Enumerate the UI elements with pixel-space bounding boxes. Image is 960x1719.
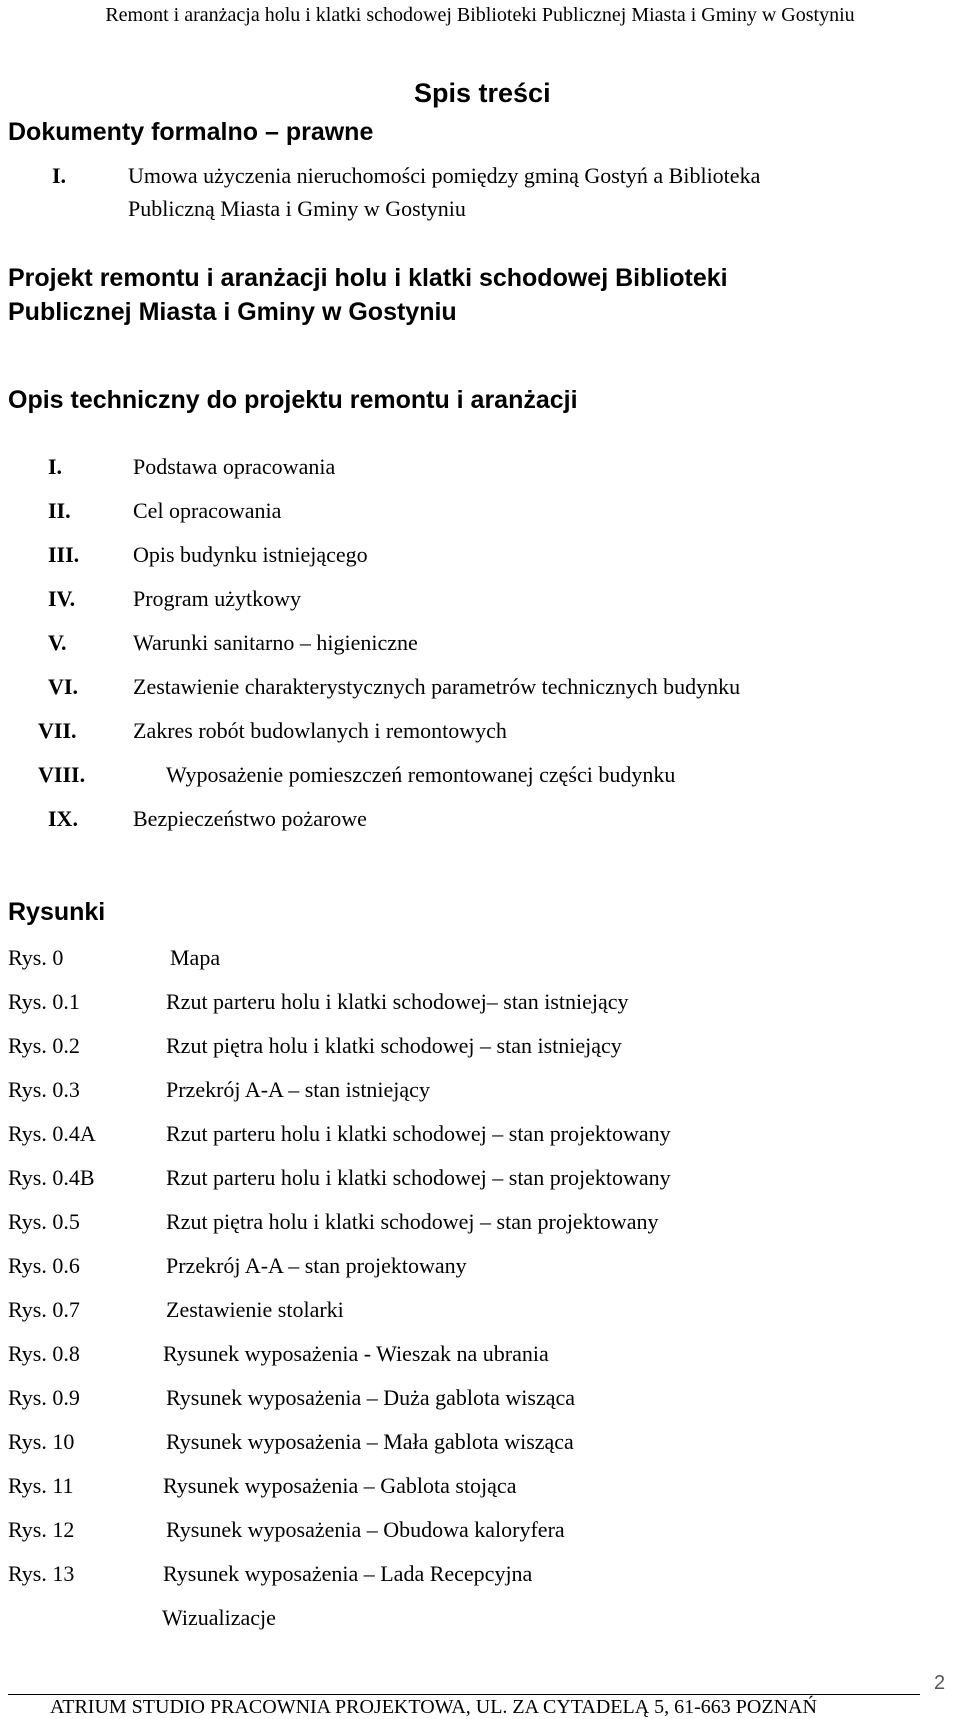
formal-item-line-2: Publiczną Miasta i Gminy w Gostyniu xyxy=(128,196,466,221)
description-item-text: Zestawienie charakterystycznych parametrów technicznych budynku xyxy=(133,674,741,699)
drawing-title: Rysunek wyposażenia – Mała gablota wisząca xyxy=(166,1429,574,1454)
description-item-number: III. xyxy=(48,542,80,567)
drawing-title: Rysunek wyposażenia – Lada Recepcyjna xyxy=(163,1561,533,1586)
drawing-label: Rys. 0.4B xyxy=(8,1165,95,1190)
drawings-heading: Rysunki xyxy=(8,898,106,926)
drawing-label: Rys. 0 xyxy=(8,945,64,970)
toc-title: Spis treści xyxy=(414,78,551,108)
description-item-text: Cel opracowania xyxy=(133,498,282,523)
description-item-number: VI. xyxy=(48,674,78,699)
drawing-label: Rys. 12 xyxy=(8,1517,75,1542)
description-item-text: Opis budynku istniejącego xyxy=(133,542,368,567)
drawing-title: Mapa xyxy=(170,945,221,970)
formal-documents-heading: Dokumenty formalno – prawne xyxy=(8,118,374,146)
description-item-text: Warunki sanitarno – higieniczne xyxy=(133,630,418,655)
drawing-title: Rzut piętra holu i klatki schodowej – stan projektowany xyxy=(166,1209,659,1234)
drawing-label: Rys. 0.2 xyxy=(8,1033,80,1058)
project-heading-line-2: Publicznej Miasta i Gminy w Gostyniu xyxy=(8,298,457,326)
drawing-label: Rys. 0.1 xyxy=(8,989,80,1014)
description-item-number: IV. xyxy=(48,586,76,611)
drawing-label: Rys. 0.3 xyxy=(8,1077,80,1102)
drawing-title: Rysunek wyposażenia – Duża gablota wisząca xyxy=(166,1385,576,1410)
drawing-label: Rys. 11 xyxy=(8,1473,74,1498)
drawing-title: Rysunek wyposażenia – Obudowa kaloryfera xyxy=(166,1517,565,1542)
formal-item-number: I. xyxy=(52,163,67,188)
description-item-number: I. xyxy=(48,454,63,479)
drawing-title: Przekrój A-A – stan projektowany xyxy=(166,1253,467,1278)
description-item-text: Program użytkowy xyxy=(133,586,302,611)
description-item-number: IX. xyxy=(48,806,78,831)
drawing-title: Rzut parteru holu i klatki schodowej – stan projektowany xyxy=(166,1165,671,1190)
drawing-label: Rys. 0.6 xyxy=(8,1253,80,1278)
drawing-title: Przekrój A-A – stan istniejący xyxy=(166,1077,430,1102)
technical-description-heading: Opis techniczny do projektu remontu i aranżacji xyxy=(8,386,578,414)
drawing-label: Rys. 0.9 xyxy=(8,1385,80,1410)
drawing-title: Rysunek wyposażenia - Wieszak na ubrania xyxy=(163,1341,549,1366)
drawing-title: Rzut parteru holu i klatki schodowej– stan istniejący xyxy=(166,989,629,1014)
drawing-title: Rysunek wyposażenia – Gablota stojąca xyxy=(163,1473,517,1498)
drawing-title: Rzut piętra holu i klatki schodowej – stan istniejący xyxy=(166,1033,622,1058)
page-header: Remont i aranżacja holu i klatki schodowej Biblioteki Publicznej Miasta i Gminy w Gostyniu xyxy=(105,4,855,26)
footer-divider xyxy=(8,1694,920,1695)
description-item-number: VIII. xyxy=(38,762,86,787)
page-footer: ATRIUM STUDIO PRACOWNIA PROJEKTOWA, UL. ZA CYTADELĄ 5, 61-663 POZNAŃ xyxy=(50,1696,817,1718)
drawing-label: Rys. 0.5 xyxy=(8,1209,80,1234)
description-item-text: Bezpieczeństwo pożarowe xyxy=(133,806,367,831)
description-item-text: Zakres robót budowlanych i remontowych xyxy=(133,718,507,743)
drawing-label: Rys. 0.7 xyxy=(8,1297,80,1322)
description-item-text: Podstawa opracowania xyxy=(133,454,336,479)
project-heading-line-1: Projekt remontu i aranżacji holu i klatki schodowej Biblioteki xyxy=(8,264,728,292)
page-number: 2 xyxy=(934,1672,946,1694)
description-item-number: II. xyxy=(48,498,71,523)
drawing-label: Rys. 0.8 xyxy=(8,1341,80,1366)
formal-item-line-1: Umowa użyczenia nieruchomości pomiędzy gminą Gostyń a Biblioteka xyxy=(128,163,761,188)
description-item-number: VII. xyxy=(38,718,77,743)
description-item-number: V. xyxy=(48,630,67,655)
drawing-title: Rzut parteru holu i klatki schodowej – stan projektowany xyxy=(166,1121,671,1146)
drawing-label: Rys. 13 xyxy=(8,1561,75,1586)
drawing-title: Zestawienie stolarki xyxy=(166,1297,344,1322)
visualizations-entry: Wizualizacje xyxy=(162,1605,276,1630)
drawing-label: Rys. 10 xyxy=(8,1429,75,1454)
drawing-label: Rys. 0.4A xyxy=(8,1121,96,1146)
description-item-text: Wyposażenie pomieszczeń remontowanej części budynku xyxy=(166,762,676,787)
